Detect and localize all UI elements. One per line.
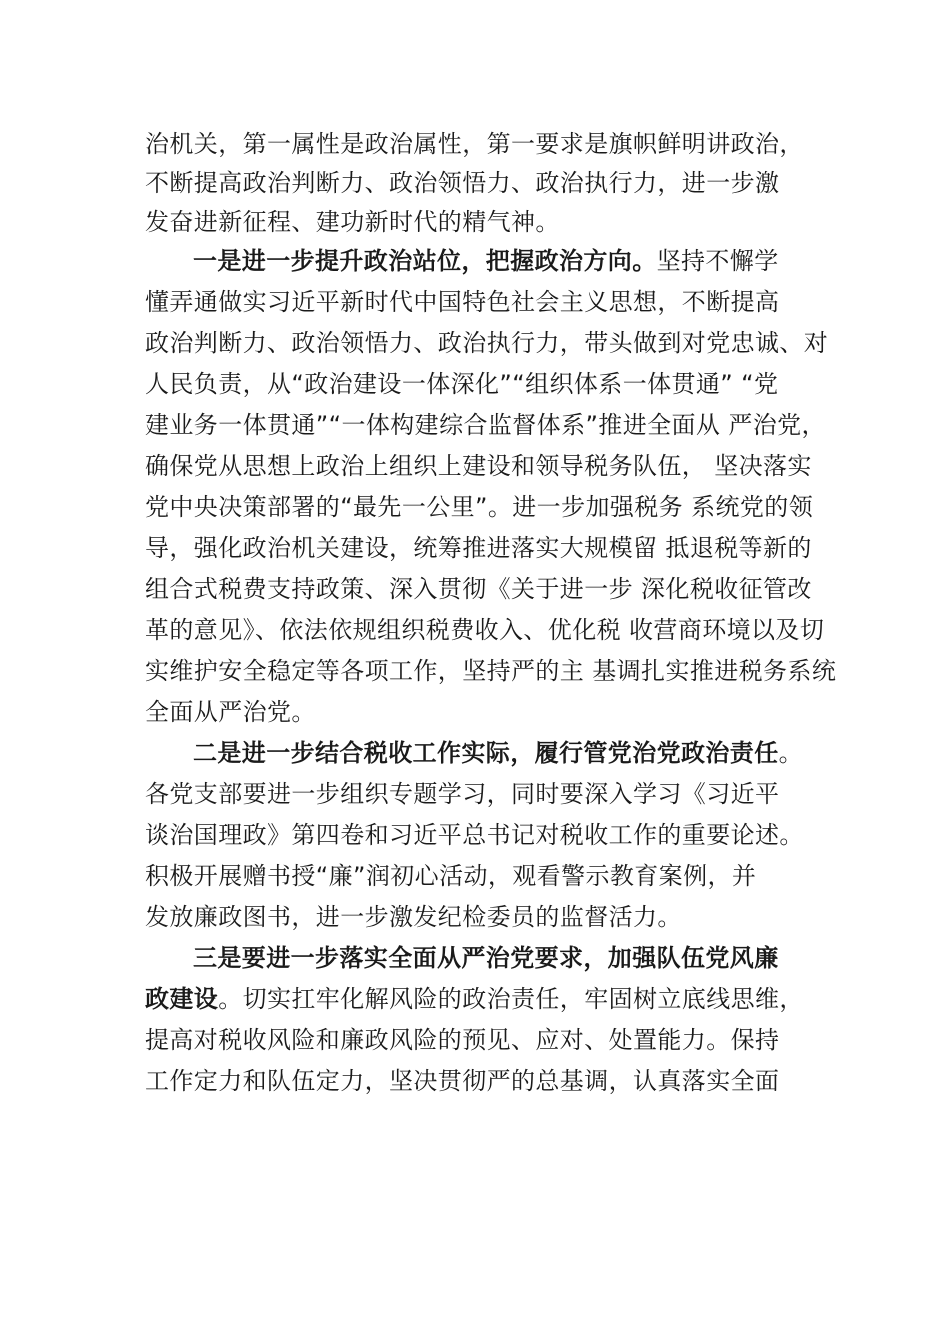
- text-line: 工作定力和队伍定力，坚决贯彻严的总基调，认真落实全面: [145, 1067, 780, 1095]
- text-line: 治机关，第一属性是政治属性，第一要求是旗帜鲜明讲政治，: [145, 130, 804, 158]
- text-line: 组合式税费支持政策、深入贯彻《关于进一步 深化税收征管改: [145, 575, 812, 603]
- text-line: 各党支部要进一步组织专题学习，同时要深入学习《习近平: [145, 780, 780, 808]
- text-line: 政治判断力、政治领悟力、政治执行力，带头做到对党忠诚、对: [145, 329, 829, 357]
- text-line: 谈治国理政》第四卷和习近平总书记对税收工作的重要论述。: [145, 821, 804, 849]
- section-heading-2-line: 二是进一步结合税收工作实际，履行管党治党政治责任。: [193, 739, 804, 767]
- text-line: 懂弄通做实习近平新时代中国特色社会主义思想，不断提高: [145, 288, 780, 316]
- text-line: 党中央决策部署的“最先一公里”。进一步加强税务 系统党的领: [145, 493, 814, 521]
- text-line: 确保党从思想上政治上组织上建设和领导税务队伍， 坚决落实: [145, 452, 812, 480]
- section-heading-3-continued-line: 政建设。切实扛牢化解风险的政治责任，牢固树立底线思维，: [145, 985, 804, 1013]
- section-heading-1-line: 一是进一步提升政治站位，把握政治方向。坚持不懈学: [193, 247, 779, 275]
- section-heading-2: 二是进一步结合税收工作实际，履行管党治党政治责任: [193, 739, 779, 767]
- text-line: 积极开展赠书授“廉”润初心活动，观看警示教育案例，并: [145, 862, 757, 890]
- section-heading-3: 三是要进一步落实全面从严治党要求，加强队伍党风廉: [193, 944, 779, 972]
- text-line: 人民负责，从“政治建设一体深化”“组织体系一体贯通” “党: [145, 370, 779, 398]
- text-line: 导，强化政治机关建设，统筹推进落实大规模留 抵退税等新的: [145, 534, 812, 562]
- text-line: 发奋进新征程、建功新时代的精气神。: [145, 208, 560, 236]
- text-line: 全面从严治党。: [145, 698, 316, 726]
- text-line: 革的意见》、依法依规组织税费收入、优化税 收营商环境以及切: [145, 616, 825, 644]
- text-line: 实维护安全稳定等各项工作，坚持严的主 基调扎实推进税务系统: [145, 657, 837, 685]
- section-heading-1: 一是进一步提升政治站位，把握政治方向。: [193, 247, 657, 275]
- text-line: 提高对税收风险和廉政风险的预见、应对、处置能力。保持: [145, 1026, 780, 1054]
- section-heading-3-continued: 政建设: [145, 985, 219, 1013]
- text-line: 不断提高政治判断力、政治领悟力、政治执行力，进一步激: [145, 169, 780, 197]
- text-line: 建业务一体贯通”“一体构建综合监督体系”推进全面从 严治党，: [145, 411, 826, 439]
- text-line: 发放廉政图书，进一步激发纪检委员的监督活力。: [145, 903, 682, 931]
